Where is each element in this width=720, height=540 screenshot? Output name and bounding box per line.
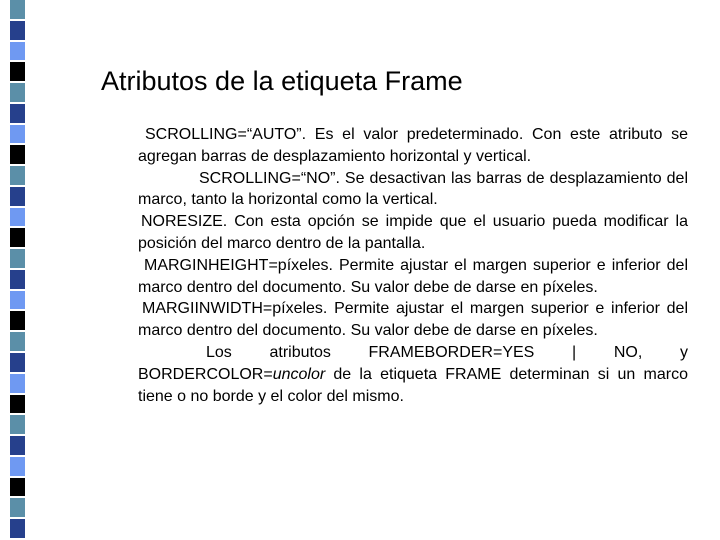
stripe-square bbox=[10, 0, 25, 19]
stripe-square bbox=[10, 374, 25, 393]
stripe-square bbox=[10, 311, 25, 330]
stripe-square bbox=[10, 145, 25, 164]
stripe-square bbox=[10, 353, 25, 372]
stripe-square bbox=[10, 332, 25, 351]
paragraph-scrolling-no: SCROLLING=“NO”. Se desactivan las barras de desplazamiento del marco, tanto la horizontal como la vertical. bbox=[138, 169, 688, 209]
paragraph-marginheight: MARGINHEIGHT=píxeles. Permite ajustar el margen superior e inferior del marco dentro del documento. Su valor debe de darse en píxeles. bbox=[138, 256, 688, 296]
stripe-square bbox=[10, 457, 25, 476]
stripe-square bbox=[10, 519, 25, 538]
paragraph-scrolling-auto: SCROLLING=“AUTO”. Es el valor predeterminado. Con este atributo se agregan barras de desplazamiento horizontal y vertical. bbox=[138, 126, 688, 165]
frameborder-italic-value: uncolor bbox=[272, 365, 326, 383]
stripe-square bbox=[10, 291, 25, 310]
stripe-square bbox=[10, 498, 25, 517]
stripe-square bbox=[10, 478, 25, 497]
slide-body bbox=[138, 124, 688, 407]
stripe-square bbox=[10, 270, 25, 289]
paragraph-frameborder bbox=[138, 342, 688, 407]
stripe-square bbox=[10, 208, 25, 227]
stripe-square bbox=[10, 395, 25, 414]
stripe-square bbox=[10, 436, 25, 455]
stripe-square bbox=[10, 42, 25, 61]
stripe-square bbox=[10, 228, 25, 247]
stripe-square bbox=[10, 166, 25, 185]
frameborder-text-end: de la etiqueta FRAME determinan si un marco tiene o no borde y el color del mismo. bbox=[138, 365, 688, 405]
stripe-square bbox=[10, 104, 25, 123]
slide-title: Atributos de la etiqueta Frame bbox=[101, 66, 463, 96]
stripe-square bbox=[10, 62, 25, 81]
stripe-square bbox=[10, 415, 25, 434]
paragraph-marginwidth: MARGIINWIDTH=píxeles. Permite ajustar el margen superior e inferior del marco dentro del documento. Su valor debe de darse en píxeles. bbox=[138, 300, 688, 340]
stripe-square bbox=[10, 83, 25, 102]
frameborder-text: Los atributos FRAMEBORDER=YES | NO, y BORDERCOLOR= bbox=[138, 343, 688, 383]
stripe-square bbox=[10, 125, 25, 144]
stripe-square bbox=[10, 187, 25, 206]
paragraph-noresize: NORESIZE. Con esta opción se impide que el usuario pueda modificar la posición del marco dentro de la pantalla. bbox=[138, 213, 688, 252]
stripe-square bbox=[10, 249, 25, 268]
decorative-stripe bbox=[10, 0, 25, 540]
stripe-square bbox=[10, 21, 25, 40]
